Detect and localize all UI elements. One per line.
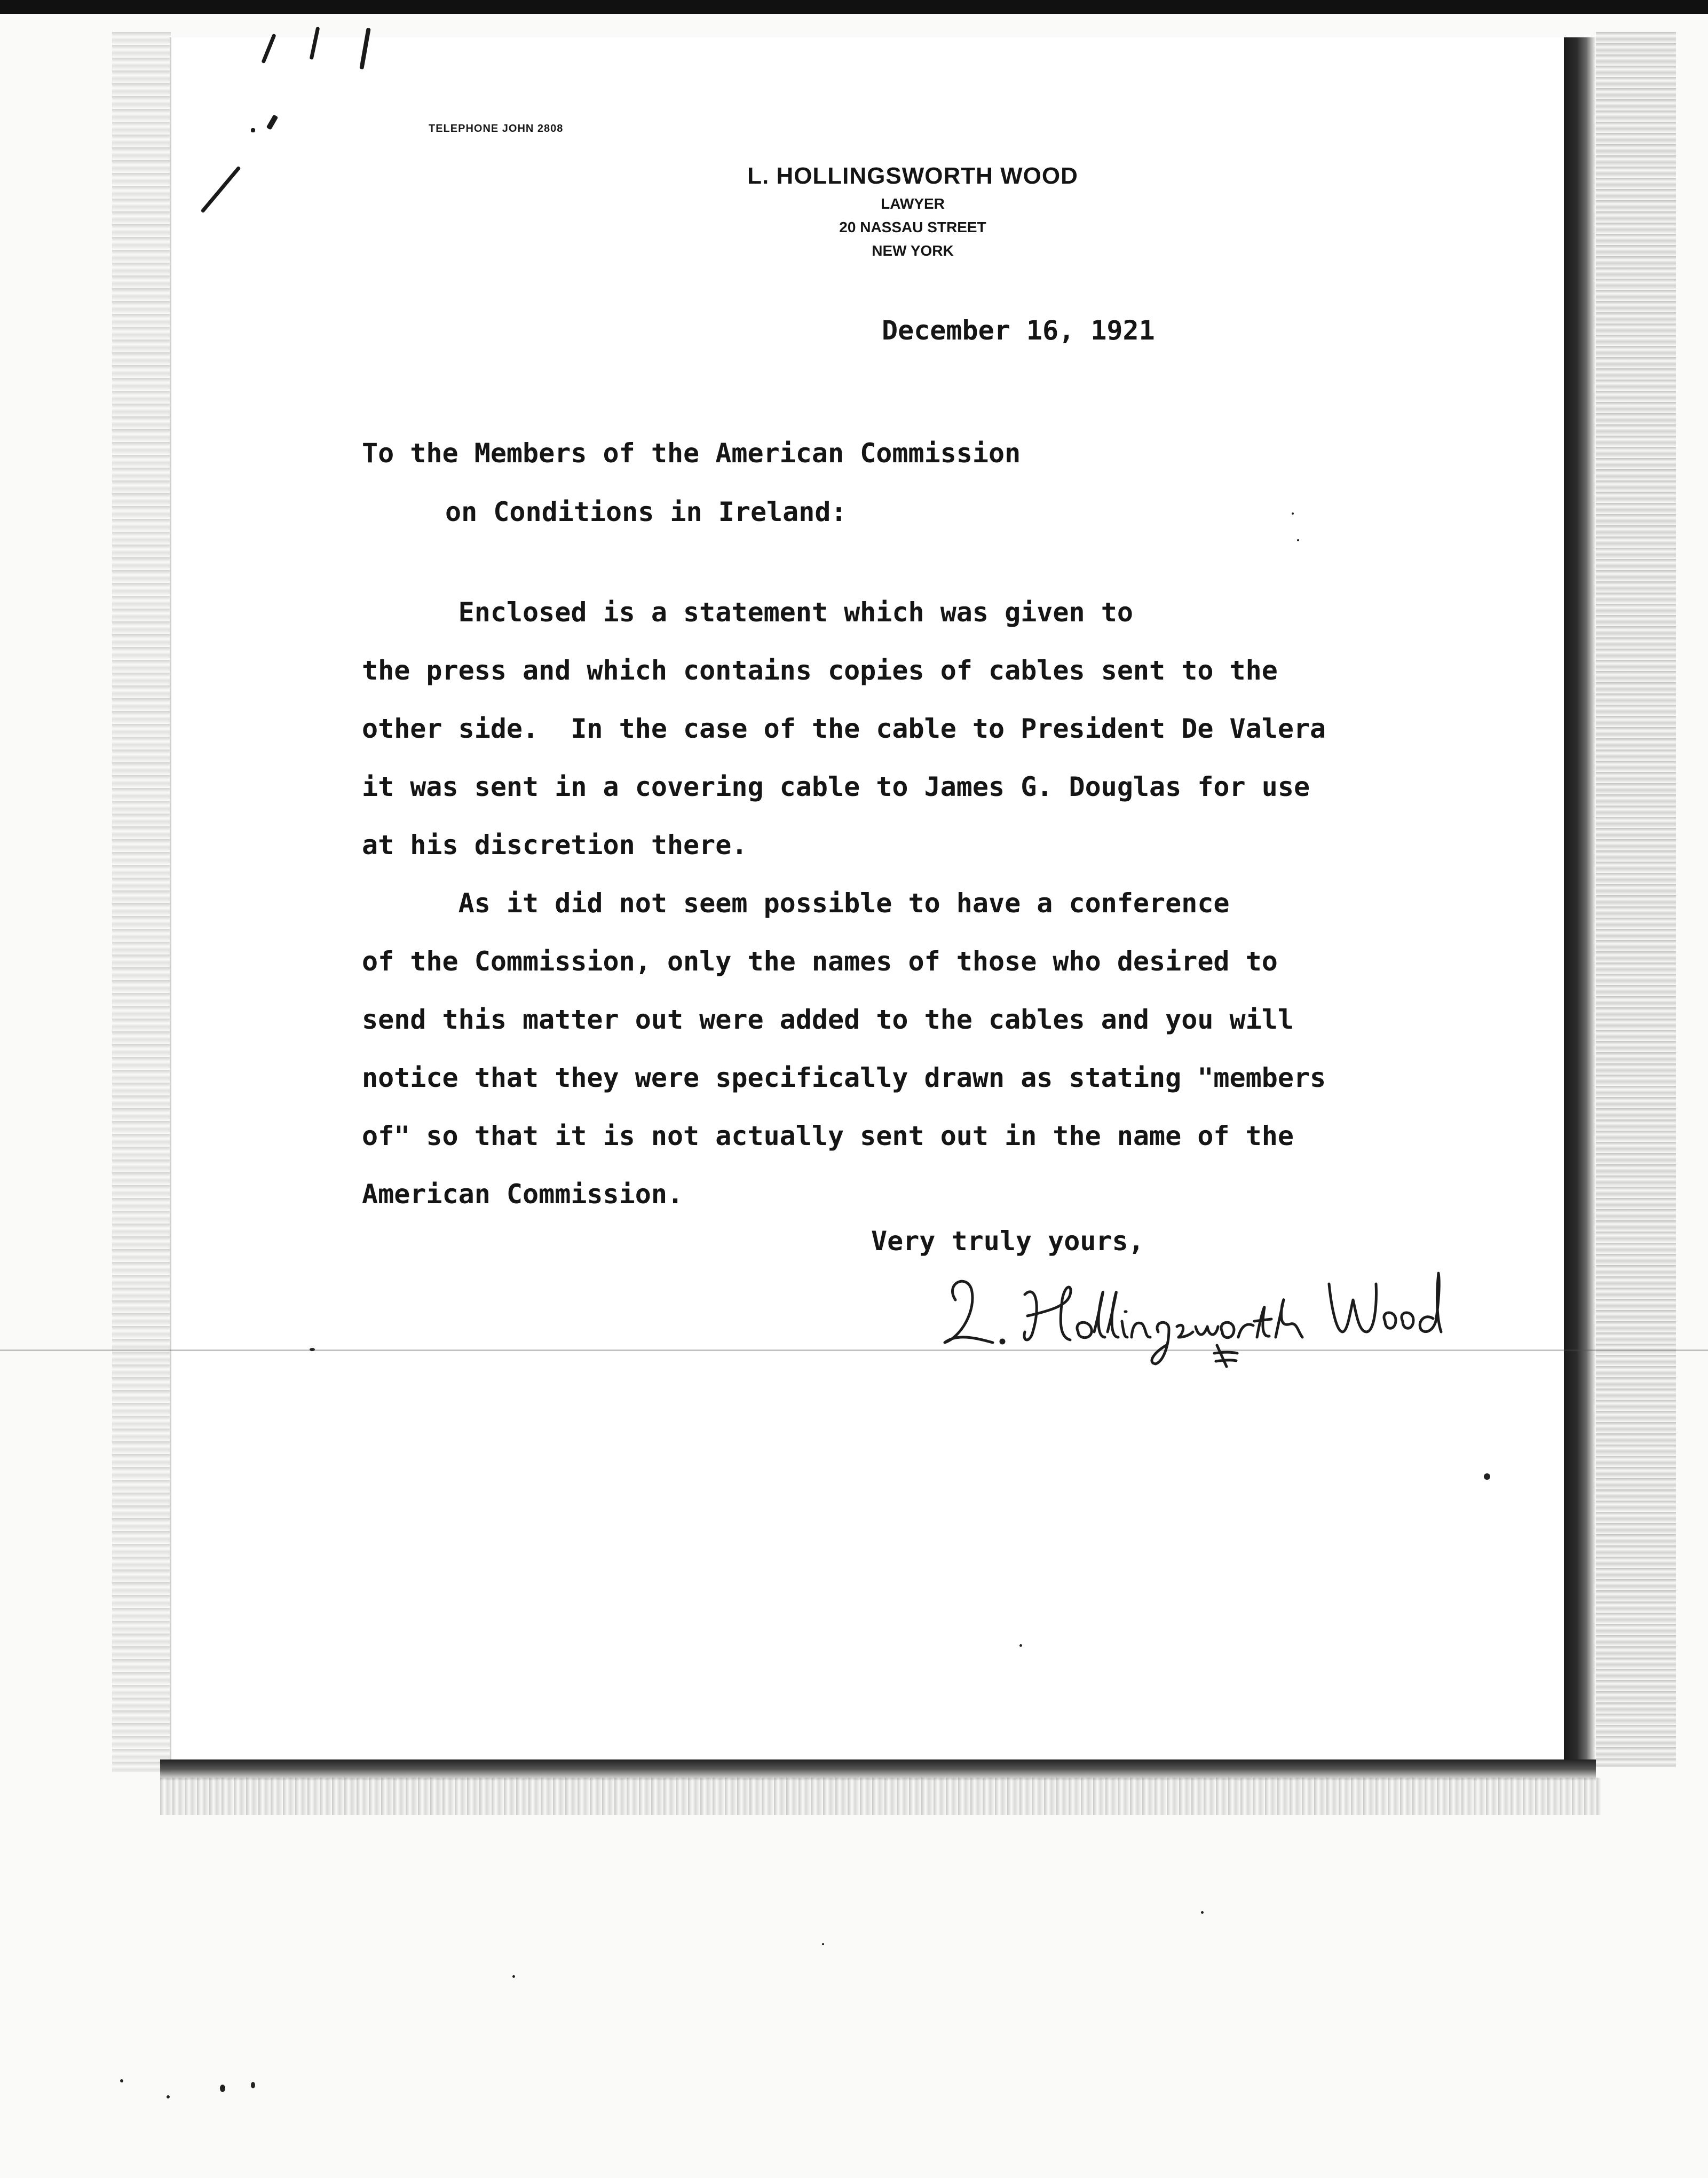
scan-speck (1484, 1473, 1490, 1480)
letterhead-name: L. HOLLINGSWORTH WOOD (747, 163, 1078, 189)
sheet-bottom-shadow (160, 1759, 1596, 1781)
scan-speck (167, 2095, 170, 2098)
sheet-bottom-edge (160, 1778, 1601, 1815)
body-line: of" so that it is not actually sent out in the name of the (362, 1120, 1294, 1151)
body-line: it was sent in a covering cable to James G. Douglas for use (362, 771, 1310, 802)
scan-speck (512, 1975, 515, 1978)
scan-speck (220, 2085, 225, 2092)
handwritten-signature (934, 1252, 1457, 1369)
body-line: As it did not seem possible to have a conference (362, 888, 1230, 919)
scan-speck (1292, 512, 1294, 515)
salutation-line-2: on Conditions in Ireland: (445, 496, 847, 527)
scan-speck (822, 1943, 824, 1945)
letter-date: December 16, 1921 (882, 315, 1155, 346)
scan-speck (1297, 539, 1299, 541)
sheet-right-edge (1596, 32, 1676, 1767)
body-line: at his discretion there. (362, 830, 748, 861)
pen-mark (251, 128, 255, 132)
body-line: other side. In the case of the cable to President De Valera (362, 713, 1326, 744)
letterhead-street: 20 NASSAU STREET (839, 219, 986, 235)
body-line: notice that they were specifically drawn as stating "members (362, 1062, 1326, 1093)
sheet-left-edge (112, 32, 171, 1772)
scan-speck (310, 1348, 315, 1351)
scan-speck (1019, 1644, 1022, 1647)
scan-speck (251, 2082, 255, 2088)
body-line: send this matter out were added to the cables and you will (362, 1004, 1294, 1035)
telephone-line: TELEPHONE JOHN 2808 (429, 123, 564, 135)
letter-body (362, 583, 1326, 1224)
body-line: the press and which contains copies of cables sent to the (362, 655, 1278, 686)
body-line: Enclosed is a statement which was given to (362, 597, 1133, 628)
scan-top-border (0, 0, 1708, 14)
letterhead (566, 160, 1260, 263)
salutation-line-1: To the Members of the American Commission (362, 438, 1021, 469)
body-line: of the Commission, only the names of those who desired to (362, 946, 1278, 977)
sheet-right-shadow (1564, 37, 1596, 1762)
scan-speck (1201, 1911, 1204, 1914)
letter-closing: Very truly yours, (871, 1226, 1144, 1257)
scan-speck (120, 2079, 123, 2082)
body-line: American Commission. (362, 1179, 684, 1210)
letterhead-city: NEW YORK (872, 242, 954, 259)
letterhead-title: LAWYER (881, 195, 945, 212)
